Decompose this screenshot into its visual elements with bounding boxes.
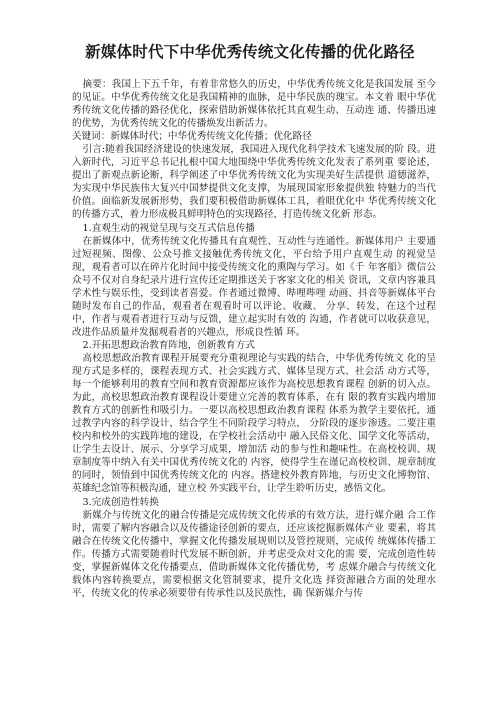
section-1-heading: 1.直观生动的视觉呈现与交互式信息传播 (82, 222, 255, 234)
section-1-paragraph: 在新媒体中，优秀传统文化传播具有直观性、互动性与连通性。新媒体用户 主要通过短视频、图像、公众号推文接触优秀传统文化，平台给予用户直观生动 的视觉呈现，观看者可以在碎片化时间中接受传统文化的熏陶与学习。如《千 年客船》微信公众号不仅对自身纪录片进行宣传还定期推送关于客家文化的相关 资讯，文章内容兼具学术性与娱乐性，受到读者喜爱。作者通过微博、哔哩哔哩 动画、抖音等新媒体平台随时发布自己的作品，观看者在观看时可以评论、收藏、 分享、转发，在这个过程中，作者与观看者进行互动与反馈，建立起实时有效的 沟通，作者就可以收获意见，改进作品质量并发掘观看者的兴趣点，形成良性循 环。 (72, 235, 436, 338)
page-title: 新媒体时代下中华优秀传统文化传播的优化路径 (85, 43, 415, 61)
section-2-paragraph: 高校思想政治教育课程开展要充分重视理论与实践的结合，中华优秀传统文 化的呈现方式是多样的，课程表现方式、社会实践方式、媒体呈现方式、社会活 动方式等，每一个能够利用的教育空间和教育资源都应该作为高校思想教育课程 创新的切入点。为此，高校思想政治教育课程设计要建立完善的教育体系，在有 限的教育实践内增加教育方式的创新性和吸引力。一要以高校思想政治教育课程 体系为教学主要依托，通过教学内容的科学设计，结合学生不同阶段学习特点， 分阶段的逐步渗透。二要注重校内和校外的实践阵地的建设，在学校社会活动中 融入民俗文化、国学文化等活动，让学生去设计、展示、分享学习成果，增加活 动的参与性和趣味性。在高校校训、规章制度等中纳入有关中国优秀传统文化的 内容，使得学生在谨记高校校训、规章制度的同时，领悟到中国优秀传统文化的 内容。搭建校外教育阵地，与历史文化博物馆、英雄纪念馆等积极沟通，建立校 外实践平台，让学生聆听历史，感悟文化。 (72, 352, 436, 495)
document-body (72, 78, 436, 600)
abstract-paragraph: 摘要：我国上下五千年，有着非常悠久的历史，中华优秀传统文化是我国发展 至今的见证。中华优秀传统文化是我国精神的血脉，是中华民族的瑰宝。本文着 眼中华优秀传统文化传播的路径优化，探索借助新媒体依托其直观生动、互动连 通、传播迅速的优势，为优秀传统文化的传播焕发出新活力。 (72, 79, 436, 130)
section-3-paragraph: 新媒介与传统文化的融合传播是完成传统文化传承的有效方法，进行媒介融 合工作时，需要了解内容融合以及传播途径创新的要点，还应该挖掘新媒体产业 要素，将其融合在传统文化传播中，掌握文化传播发展规则以及管控规则，完成传 统媒体传播工作。传播方式需要随着时代发展不断创新，并考虑受众对文化的需 要，完成创造性转变，掌握新媒体文化传播要点，借助新媒体文化传播优势，考 虑媒介融合与传统文化载体内容转换要点，需要根据文化管制要求，提升文化选 择资源融合方面的处理水平，传统文化的传承必须要带有传承性以及民族性，确 保新媒介与传 (72, 509, 436, 599)
section-3-heading: 3.完成创造性转换 (82, 496, 159, 508)
intro-paragraph: 引言:随着我国经济建设的快速发展，我国进入现代化科学技术飞速发展的阶 段。进入新时代，习近平总书记扎根中国大地围绕中华优秀传统文化发表了系列重 要论述，提出了新观点新论断，科学阐述了中华优秀传统文化为实现美好生活提供 道德滋养，为实现中华民族伟大复兴中国梦提供文化支撑，为展现国家形象提供独 特魅力的当代价值。面临新发展新形势，我们要积极借助新媒体工具，着眼优化中 华优秀传统文化的传播方式，着力形成极具鲜明特色的实现路径，打造传统文化新 形态。 (72, 144, 436, 221)
keywords-line: 关键词：新媒体时代；中华优秀传统文化传播；优化路径 (72, 131, 312, 143)
section-2-heading: 2.开拓思想政治教育阵地，创新教育方式 (82, 339, 255, 351)
